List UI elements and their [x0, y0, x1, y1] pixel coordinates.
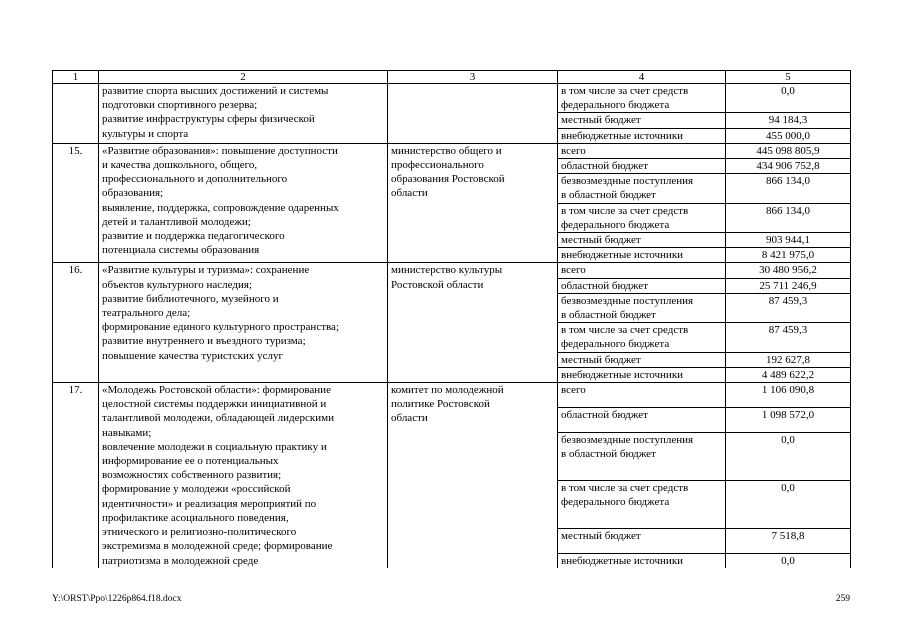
program-description-line: возможностях собственного развития; [102, 469, 282, 482]
funding-source-cell [558, 159, 726, 174]
program-executor-cell [388, 84, 558, 144]
program-description-line: детей и талантливой молодежи; [102, 215, 251, 228]
footer-file-path: Y:\ORST\Ppo\1226p864.f18.docx [52, 594, 182, 604]
program-description-line: и качества дошкольного, общего, [102, 159, 258, 172]
program-description-line: развитие внутреннего и въездного туризма; [102, 335, 306, 348]
funding-amount: 0,0 [781, 85, 795, 97]
program-description-cell [99, 383, 388, 568]
program-description-line: развитие и поддержка педагогического [102, 230, 285, 243]
funding-amount-cell [726, 174, 851, 203]
funding-source-line: всего [561, 144, 586, 157]
funding-amount-cell [726, 293, 851, 322]
program-description-line: «Развитие образования»: повышение доступности [102, 144, 338, 157]
funding-source-line: областной бюджет [561, 160, 648, 173]
funding-source-cell [558, 352, 726, 367]
funding-amount: 0,0 [781, 481, 795, 494]
program-description-line: выявление, поддержка, сопровождение одаренных [102, 201, 339, 214]
funding-source-cell [558, 128, 726, 143]
funding-source-cell [558, 263, 726, 278]
table-body [53, 71, 851, 568]
funding-source-cell [558, 383, 726, 408]
program-description-line: талантливой молодежи, обладающей лидерскими [102, 412, 334, 425]
funding-source-line: областной бюджет [561, 408, 648, 421]
funding-amount-cell [726, 263, 851, 278]
program-description-cell [99, 263, 388, 383]
funding-amount-cell [726, 248, 851, 263]
funding-amount-cell [726, 407, 851, 432]
table-row [53, 143, 851, 158]
program-description-line: «Развитие культуры и туризма»: сохранение [102, 264, 310, 277]
funding-amount: 1 098 572,0 [761, 408, 815, 421]
funding-source-cell [558, 233, 726, 248]
column-header-5: 5 [726, 71, 851, 84]
funding-source-line: в том числе за счет средств [561, 324, 689, 337]
program-description-line: идентичности» и реализация мероприятий по [102, 497, 317, 510]
funding-amount: 8 421 975,0 [761, 249, 815, 262]
funding-source-line: безвозмездные поступления [561, 433, 694, 446]
funding-source-cell [558, 528, 726, 553]
funding-amount: 0,0 [781, 433, 795, 446]
funding-amount-cell [726, 480, 851, 528]
program-executor-line: профессионального [391, 159, 484, 172]
budget-table [52, 70, 851, 568]
funding-amount: 87 459,3 [768, 294, 808, 307]
funding-amount: 866 134,0 [766, 175, 810, 188]
footer-page-number: 259 [835, 594, 850, 604]
funding-amount: 94 184,3 [768, 114, 808, 127]
program-number: 16. [68, 264, 83, 277]
funding-source-cell [558, 248, 726, 263]
funding-source-line: федерального бюджета [561, 495, 670, 508]
funding-amount: 1 106 090,8 [761, 384, 815, 397]
program-number: 15. [68, 144, 83, 157]
funding-amount-cell [726, 113, 851, 128]
funding-amount: 445 098 805,9 [756, 144, 820, 157]
program-executor-cell [388, 143, 558, 263]
funding-amount-cell [726, 159, 851, 174]
funding-amount-cell [726, 528, 851, 553]
table-row [53, 263, 851, 278]
funding-amount-cell [726, 383, 851, 408]
program-description-line: развитие библиотечного, музейного и [102, 292, 279, 305]
funding-amount-cell [726, 432, 851, 480]
funding-source-line: федерального бюджета [561, 218, 670, 231]
funding-amount-cell [726, 323, 851, 352]
program-number: 17. [68, 384, 83, 397]
program-description-line: экстремизма в молодежной среде; формирование [102, 540, 333, 553]
funding-source-cell [558, 367, 726, 382]
funding-source-cell [558, 432, 726, 480]
funding-source-cell [558, 553, 726, 568]
table-row [53, 383, 851, 408]
funding-amount-cell [726, 84, 851, 113]
program-description-line: объектов культурного наследия; [102, 278, 253, 291]
program-description-line: развитие спорта высших достижений и системы [102, 85, 329, 97]
funding-amount: 87 459,3 [768, 324, 808, 337]
funding-amount-cell [726, 352, 851, 367]
funding-amount: 866 134,0 [766, 204, 810, 217]
program-executor-line: министерство общего и [391, 144, 502, 157]
funding-source-line: всего [561, 384, 586, 397]
program-description-line: формирование у молодежи «российской [102, 483, 291, 496]
program-executor-line: политике Ростовской [391, 398, 490, 411]
program-executor-line: комитет по молодежной [391, 384, 504, 397]
funding-amount-cell [726, 128, 851, 143]
funding-source-line: в областной бюджет [561, 189, 656, 202]
program-executor-line: области [391, 412, 428, 425]
column-header-3: 3 [388, 71, 558, 84]
funding-amount: 4 489 622,2 [761, 368, 815, 381]
funding-source-cell [558, 278, 726, 293]
funding-source-line: в областной бюджет [561, 309, 656, 322]
program-description-line: профессионального и дополнительного [102, 173, 288, 186]
funding-amount: 25 711 246,9 [759, 279, 817, 292]
funding-source-line: местный бюджет [561, 234, 641, 247]
program-executor-line: образования Ростовской [391, 173, 505, 186]
funding-amount-cell [726, 233, 851, 248]
program-description-line: профилактике асоциального поведения, [102, 511, 289, 524]
funding-source-cell [558, 407, 726, 432]
program-description-line: образования; [102, 187, 164, 200]
funding-source-line: местный бюджет [561, 529, 641, 542]
program-executor-line: министерство культуры [391, 264, 503, 277]
program-description-line: потенциала системы образования [102, 244, 260, 257]
funding-source-cell [558, 203, 726, 232]
funding-source-line: всего [561, 264, 586, 277]
program-executor-line: области [391, 187, 428, 200]
program-description-cell [99, 143, 388, 263]
funding-amount: 7 518,8 [771, 529, 805, 542]
program-description-line: формирование единого культурного пространства; [102, 321, 339, 334]
program-description-line: этнического и религиозно-политического [102, 526, 297, 539]
program-description-line: повышение качества туристских услуг [102, 349, 284, 362]
funding-amount: 30 480 956,2 [759, 264, 817, 277]
funding-amount-cell [726, 367, 851, 382]
funding-amount: 903 944,1 [766, 234, 810, 247]
program-executor-line: Ростовской области [391, 278, 484, 291]
program-executor-cell [388, 263, 558, 383]
table-row [53, 84, 851, 113]
funding-source-line: внебюджетные источники [561, 368, 684, 381]
program-description-line: подготовки спортивного резерва; [102, 99, 258, 112]
program-description-line: патриотизма в молодежной среде [102, 554, 259, 567]
program-description-line: театрального дела; [102, 307, 191, 320]
funding-source-line: безвозмездные поступления [561, 294, 694, 307]
funding-source-cell [558, 84, 726, 113]
funding-source-line: федерального бюджета [561, 99, 670, 112]
program-description-line: вовлечение молодежи в социальную практику и [102, 440, 327, 453]
funding-source-line: в областной бюджет [561, 447, 656, 460]
funding-source-cell [558, 323, 726, 352]
funding-amount-cell [726, 203, 851, 232]
program-description-line: развитие инфраструктуры сферы физической [102, 113, 315, 126]
funding-amount: 455 000,0 [766, 129, 810, 142]
program-description-line: навыками; [102, 426, 152, 439]
funding-amount-cell [726, 143, 851, 158]
column-header-1: 1 [53, 71, 99, 84]
column-header-4: 4 [558, 71, 726, 84]
funding-source-line: в том числе за счет средств [561, 481, 689, 494]
funding-source-line: в том числе за счет средств [561, 85, 689, 97]
column-header-row [53, 71, 851, 84]
column-header-2: 2 [99, 71, 388, 84]
funding-source-line: местный бюджет [561, 353, 641, 366]
program-number-cell [53, 84, 99, 144]
funding-source-line: федерального бюджета [561, 338, 670, 351]
funding-source-cell [558, 480, 726, 528]
program-description-cell [99, 84, 388, 144]
funding-amount-cell [726, 553, 851, 568]
funding-source-cell [558, 113, 726, 128]
funding-source-cell [558, 174, 726, 203]
program-description-line: культуры и спорта [102, 127, 189, 140]
funding-source-cell [558, 293, 726, 322]
funding-amount: 434 906 752,8 [756, 160, 820, 173]
funding-amount: 0,0 [781, 554, 795, 567]
program-description-line: целостной системы поддержки инициативной и [102, 398, 327, 411]
funding-source-line: местный бюджет [561, 114, 641, 127]
funding-source-line: внебюджетные источники [561, 554, 684, 567]
program-description-line: информирование ее о потенциальных [102, 455, 279, 468]
funding-amount-cell [726, 278, 851, 293]
program-number-cell [53, 143, 99, 263]
funding-source-line: в том числе за счет средств [561, 204, 689, 217]
funding-source-line: внебюджетные источники [561, 129, 684, 142]
program-description-line: «Молодежь Ростовской области»: формирование [102, 384, 331, 397]
funding-source-line: внебюджетные источники [561, 249, 684, 262]
program-number-cell [53, 383, 99, 568]
program-number-cell [53, 263, 99, 383]
program-executor-cell [388, 383, 558, 568]
funding-source-line: областной бюджет [561, 279, 648, 292]
funding-source-cell [558, 143, 726, 158]
funding-amount: 192 627,8 [766, 353, 810, 366]
funding-source-line: безвозмездные поступления [561, 175, 694, 188]
